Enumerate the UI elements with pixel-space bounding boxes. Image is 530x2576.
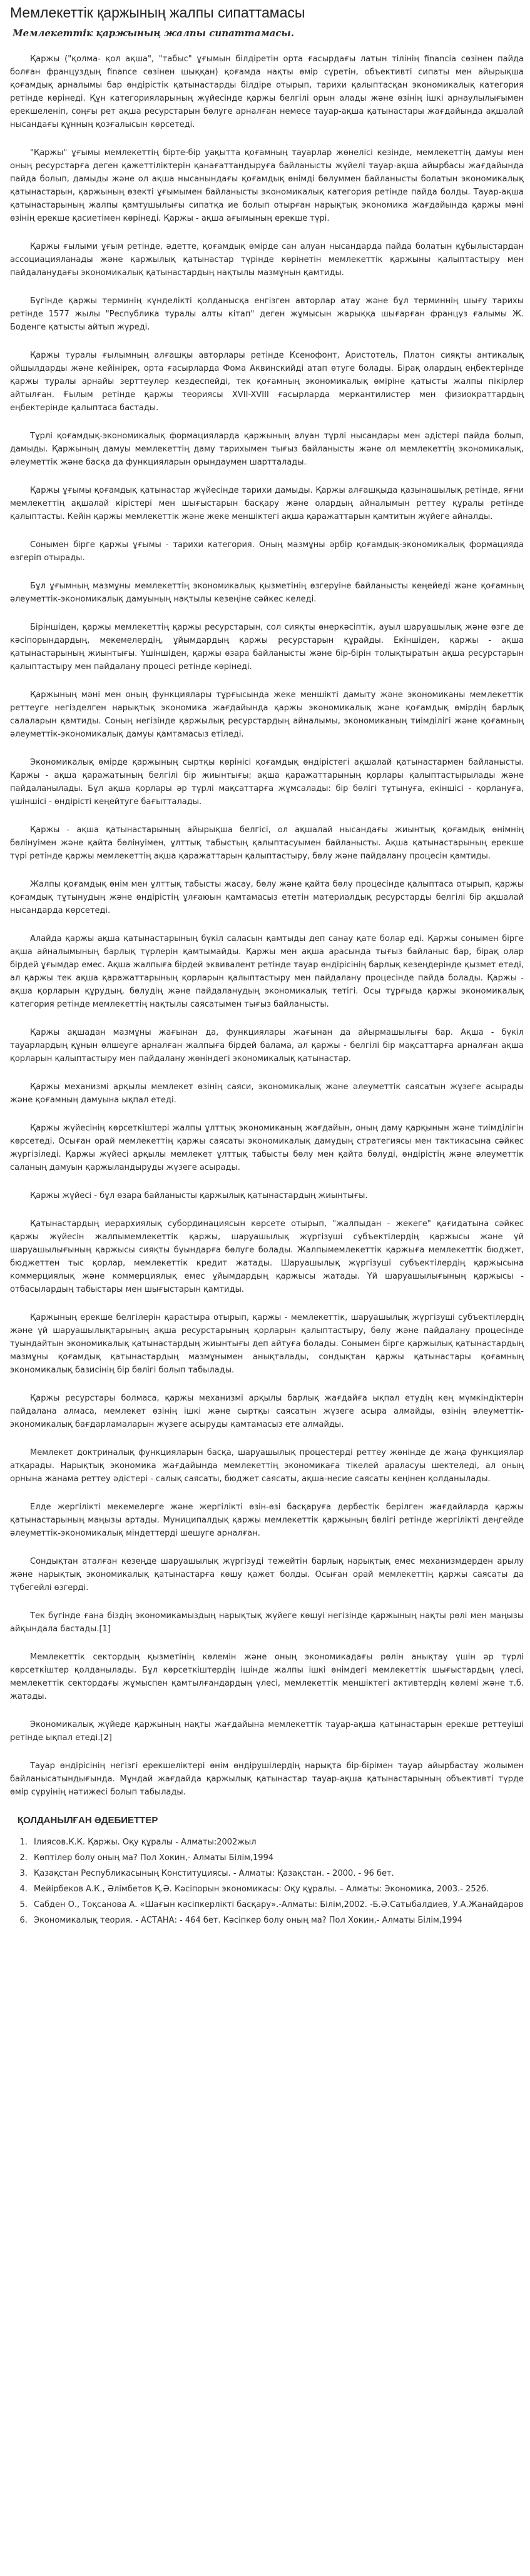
paragraph: Тұрлі қоғамдық-экономикалық формацияларда қаржының алуан түрлі нысандары мен әдістері пайда болып, дамыды. Қаржының дамуы мемлекеттің даму тарихымен тығыз байланысты және ол мемлекеттің экономикалық, әлеуметтік және басқа да функцияларын орындаумен шартталады.	[10, 431, 524, 467]
references-heading: ҚОЛДАНЫЛҒАН ӘДЕБИЕТТЕР	[18, 1815, 158, 1826]
paragraph: Мемлекет доктриналық функцияларын басқа, шаруашылық процестерді реттеу жөнінде де жаңа функциялар атқарады. Нарықтық экономика жағдайында мемлекеттің экономикаға тікелей араласуы шектеледі, ал оның орнына жанама реттеу әдістері - салық саясаты, бюджет саясаты, ақша-несие саясаты кеңінен қолданылады.	[10, 1448, 524, 1484]
reference-item: 5. Сабден О., Тоқсанова А. «Шағын кәсіпкерлікті басқару».-Алматы: Білім,2002. -Б.Ә.Сатыбалдиев, У.А.Жанайдаров	[30, 1897, 524, 1913]
paragraph: Экономикалық жүйеде қаржының нақты жағдайына мемлекеттік тауар-ақша қатынастарын ерекше реттеуіші ретінде ықпал етеді.[2]	[10, 1720, 524, 1743]
reference-item: 4. Мейірбеков А.К., Әлімбетов Қ.Ә. Кәсіпорын экономикасы: Оқу құралы. – Алматы: Экономика, 2003.- 252б.	[30, 1881, 524, 1897]
paragraph: Біріншіден, қаржы мемлекеттің қаржы ресурстарын, сол сияқты өнеркәсіптік, ауыл шаруашылық және өзге де кәсіпорындардың, мекемелердің, ұйымдардың қаржы ресурстарын құрайды. Екіншіден, қаржы - ақша қатынастарының жиынтығы. Үшіншіден, қаржы өзара байланысты және бір-бірін толықтыратын ақша ресурстарын қалыптастыру мен пайдалану процесі ретінде көрінеді.	[10, 623, 524, 672]
paragraph: Елде жергілікті мекемелерге және жергілікті өзін-өзі басқаруға дербестік берілген жағдайларда қаржы қатынастарының маңызы артады. Муниципалдық қаржы мемлекеттік қаржының бөлігі ретінде жергілікті деңгейде әлеуметтік-экономикалық міндеттерді шешуге арналған.	[10, 1502, 524, 1538]
paragraph: Жалпы қоғамдық өнім мен ұлттық табысты жасау, бөлу және қайта бөлу процесінде қалыптаса отырып, қаржы қоғамдық тұтынудың және өндірістің ұлғаюын қамтамасыз ететін материалдық ресурстарды белгілі бір ақшалай нысандарда көрсетеді.	[10, 880, 524, 915]
paragraph: Қаржы механизмі арқылы мемлекет өзінің саяси, экономикалық және әлеуметтік саясатын жүзеге асырады және қоғамның дамуына ықпал етеді.	[10, 1082, 524, 1105]
paragraph: Қаржы туралы ғылымның алғашқы авторлары ретінде Ксенофонт, Аристотель, Платон сияқты антикалық ойшылдарды және кейінірек, орта ғасырларда Фома Аквинскийді атап өтуге болады. Бірақ олардың еңбектерінде қаржы туралы арнайы зерттеулер кездеспейді, тек қоғамның экономикалық өміріне қатысты жалпы пікірлер айтылған. Ғылым ретінде қаржы теориясы XVII-XVIII ғасырларда меркантилистер мен физиократтардың еңбектерінде қалыптаса бастады.	[10, 351, 524, 413]
paragraph: Қаржы - ақша қатынастарының айырықша белгісі, ол ақшалай нысандағы жиынтық қоғамдық өнімнің бөлінуімен және қайта бөлінуімен, ұлттық табыстың қалыптасуымен байланысты. Ақша қатынастарының ерекше түрі ретінде қаржы мемлекеттің ақша қаражаттарын қалыптастыру, бөлу және пайдалану процесін қамтиды.	[10, 825, 524, 861]
paragraph: Қаржы жүйесі - бұл өзара байланысты қаржылық қатынастардың жиынтығы.	[30, 1191, 368, 1200]
paragraph: Бүгінде қаржы терминің күнделікті қолданысқа енгізген авторлар атау және бұл терминнің шығу тарихы ретінде 1577 жылы "Республика туралы алты кітап" деген жұмысын жарыққа шығарған француз ғалымы Ж. Боденге қатысты айтып жүреді.	[10, 296, 524, 332]
paragraph: Қаржы ("қолма- қол ақша", "табыс" ұғымын білдіретін орта ғасырдағы латын тілінің financia сөзінен пайда болған француздың finance сөзінен шыққан) қоғамда нақты өмір сүретін, объективті сипаты мен айырықша қоғамдық арналымы бар өндірістік қатынастарды білдіре отырып, тарихи қалыптасқан экономикалық категория ретінде көрінеді. Құн категорияларының жүйесінде қаржы белгілі орын алады және өзінің ішкі арнаулылығымен ерекшеленіп, соңғы рет ақша ресурстарын бөлуге арналған немесе тауар-ақша қатынастары жағдайында ақшалай нысандағы құнның қозғалысын көрсетеді.	[10, 54, 524, 129]
paragraph: Алайда қаржы ақша қатынастарының бүкіл саласын қамтыды деп санау қате болар еді. Қаржы сонымен бірге ақша айналымының барлық түрлерін қамтымайды. Қаржы мен ақша арасында тығыз байланыс бар, бірақ олар бірдей ұғымдар емес. Ақша жалпыға бірдей эквивалент ретінде тауар өндірісінің барлық кезеңдерінде қызмет етеді, ал қаржы тек ақша қаражаттарының қорларын қалыптастыру мен пайдалану процесінде пайда болады. Қаржы - ақша қорларын құрудың, бөлудің және пайдаланудың экономикалық тетігі. Осы тұрғыда қаржы экономикалық категория ретінде мемлекеттің нақтылы саясатымен тығыз байланысты.	[10, 934, 524, 1009]
paragraph: Қаржының ерекше белгілерін қарастыра отырып, қаржы - мемлекеттік, шаруашылық жүргізуші субъектілердің және үй шаруашылықтарының ақша ресурстарының қорларын қалыптастыру, бөлу және пайдалану процесінде туындайтын экономикалық қатынастардың жиынтығы деп айтуға болады. Сонымен бірге қаржылық қатынастардың мазмұны қоғамдық қатынастардың мазмұнымен анықталады, сондықтан қаржы қатынастары қоғамның экономикалық базисінің бір бөлігі болып табылады.	[10, 1313, 524, 1375]
paragraph: Сонымен бірге қаржы ұғымы - тарихи категория. Оның мазмұны әрбір қоғамдық-экономикалық формацияда өзгеріп отырады.	[10, 540, 524, 563]
paragraph: Қаржы ақшадан мазмұны жағынан да, функциялары жағынан да айырмашылығы бар. Ақша - бүкіл тауарлардың құнын өлшеуге арналған жалпыға бірдей балама, ал қаржы - белгілі бір мақсаттарға арналған ақша қорларын қалыптастыру мен пайдалану жөніндегі экономикалық қатынастар.	[10, 1028, 524, 1064]
article-body	[10, 53, 524, 1799]
page-title: Мемлекеттік қаржының жалпы сипаттамасы	[10, 4, 305, 21]
paragraph: Бұл ұғымның мазмұны мемлекеттің экономикалық қызметінің өзгеруіне байланысты кеңейеді және қоғамның әлеуметтік-экономикалық дамуының нақтылы кезеңіне сәйкес келеді.	[10, 581, 524, 604]
paragraph: Қаржы ғылыми ұғым ретінде, әдетте, қоғамдық өмірде сан алуан нысандарда пайда болатын құбылыстардан ассоциацияланады және қаржылық қатынастар түрінде көрінетін мемлекеттік қаржыны қалыптастыру мен пайдаланудағы экономикалық қатынастардың нақтылы мазмұнын қамтиды.	[10, 242, 524, 278]
paragraph: Қаржы жүйесінің көрсеткіштері жалпы ұлттық экономиканың жағдайын, оның даму қарқынын және тиімділігін көрсетеді. Осыған орай мемлекеттің қаржы саясаты экономикалық дамудың стратегиясы мен тактикасына сәйкес жүргізіледі. Қаржы жүйесі арқылы мемлекет ұлттық табысты бөлу мен қайта бөлуді, өндірістің және әлеуметтік саланың дамуын қаржыландыруды жүзеге асырады.	[10, 1124, 524, 1172]
paragraph: Сондықтан аталған кезеңде шаруашылық жүргізуді тежейтін барлық нарықтық емес механизмдерден арылу және нарықтық экономикалық қатынастарға көшу қажет болды. Осыған орай мемлекеттің қаржы саясаты да түбегейлі өзгерді.	[10, 1557, 524, 1592]
paragraph: Қатынастардың иерархиялық субординациясын көрсете отырып, "жалпыдан - жекеге" қағидатына сәйкес қаржы жүйесін жалпымемлекеттік қаржы, шаруашылық жүргізуші субъектілердің қаржысы және үй шаруашылығының қаржысы сияқты буындарға бөлуге болады. Жалпымемлекеттік қаржыға мемлекеттік бюджет, бюджеттен тыс қорлар, мемлекеттік кредит жатады. Шаруашылық жүргізуші субъектілердің қаржысына коммерциялық және коммерциялық емес ұйымдардың қаржысы жатады. Үй шаруашылығының қаржысы - отбасылардың табыстары мен шығыстарын қамтиды.	[10, 1219, 524, 1294]
paragraph: Тек бүгінде ғана біздің экономикамыздың нарықтық жүйеге көшуі негізінде қаржының нақты рөлі мен маңызы айқындала бастады.[1]	[10, 1611, 524, 1634]
reference-item: 1. Ілиясов.К.К. Қаржы. Оқу құралы - Алматы:2002жыл	[30, 1834, 524, 1850]
paragraph: Мемлекеттік сектордың қызметінің көлемін және оның экономикадағы рөлін анықтау үшін әр түрлі көрсеткіштер қолданылады. Бұл көрсеткіштердің ішінде жалпы ішкі өнімдегі мемлекеттік шығыстардың үлесі, мемлекеттік сектордағы жұмыспен қамтылғандардың үлесі, мемлекеттік меншіктегі активтердің көлемі және т.б. жатады.	[10, 1653, 524, 1701]
paragraph: Қаржы ресурстары болмаса, қаржы механизмі арқылы барлық жағдайға ықпал етудің кең мүмкіндіктерін пайдалана алмаса, мемлекет өзінің ішкі және сыртқы саясатын жүзеге асыра алмайды, өзінің әлеуметтік-экономикалық бағдарламаларын жүзеге асыруды қамтамасыз ете алмайды.	[10, 1394, 524, 1429]
paragraph: Тауар өндірісінің негізгі ерекшеліктері өнім өндірушілердің нарықта бір-бірімен тауар айырбастау жолымен байланысатындығында. Мұндай жағдайда қаржылық қатынастар тауар-ақша қатынастарының объективті түрде өмір сүруінің нәтижесі болып табылады.	[10, 1761, 524, 1797]
reference-item: 3. Қазақстан Республикасының Конституциясы. - Алматы: Қазақстан. - 2000. - 96 бет.	[30, 1866, 524, 1881]
paragraph: "Қаржы" ұғымы мемлекеттің бірте-бір уақытта қоғамның тауарлар жөнелісі кезінде, мемлекеттің дамуы мен оның ресурстарға деген қажеттіліктерін қанағаттандыруға байланысты жүйелі тауар-ақша айырбасы жағдайында пайда болып, дамыды және ол ақша нысанындағы қоғамдық өнімді бөлуммен байланысты болатын экономикалық қатынастарын, қаржының өзекті ұғымымен байланысты экономикалық категория ретінде пайда болды. Тауар-ақша қатынастарының жалпы қамтушылығы сипатқа ие болып отырған нарықтық экономика жағдайында қаржы мәні өзінің ерекше қасиетімен көрінеді. Қаржы - ақша ағымының ерекше түрі.	[10, 148, 524, 223]
reference-item: 6. Экономикалық теория. - АСТАНА: - 464 бет. Кәсіпкер болу оның ма? Пол Хокин,- Алматы Білім,1994	[30, 1913, 524, 1928]
references-list	[10, 1834, 524, 1928]
paragraph: Қаржының мәні мен оның функциялары тұрғысында жеке меншікті дамыту және экономиканы мемлекеттік реттеуге негізделген нарықтық экономика жағдайында қаржы экономикалық және қоғамдық өмірдің барлық салаларын қамтиды. Соның негізінде қаржылық ресурстардың айналымы, экономиканың тиімділігі және қоғамның әлеуметтік-экономикалық дамуы қамтамасыз етіледі.	[10, 690, 524, 739]
paragraph: Қаржы ұғымы қоғамдық қатынастар жүйесінде тарихи дамыды. Қаржы алғашқыда қазынашылық ретінде, яғни мемлекеттің ақшалай кірістері мен шығыстарын басқару және олардың айналымын реттеу құралы ретінде қалыптасты. Кейін қаржы мемлекеттік және жеке меншіктегі ақша қаражаттарын қамтитын жүйеге айналды.	[10, 486, 524, 521]
reference-item: 2. Көптілер болу оның ма? Пол Хокин,- Алматы Білім,1994	[30, 1850, 524, 1866]
paragraph: Экономикалық өмірде қаржының сыртқы көрінісі қоғамдық өндірістегі ақшалай қатынастармен байланысты. Қаржы - ақша қаражатының белгілі бір жиынтығы; ақша қаражаттарының қорлары қалыптастырылады және пайдаланылады. Бұл ақша қорлары әр түрлі мақсаттарға жұмсалады: бір бөлігі тұтынуға, екіншісі - қорлануға, үшіншісі - өндірісті кеңейтуге бағытталады.	[10, 758, 524, 807]
section-subtitle: Мемлекеттік қаржының жалпы сипаттамасы.	[13, 28, 294, 39]
